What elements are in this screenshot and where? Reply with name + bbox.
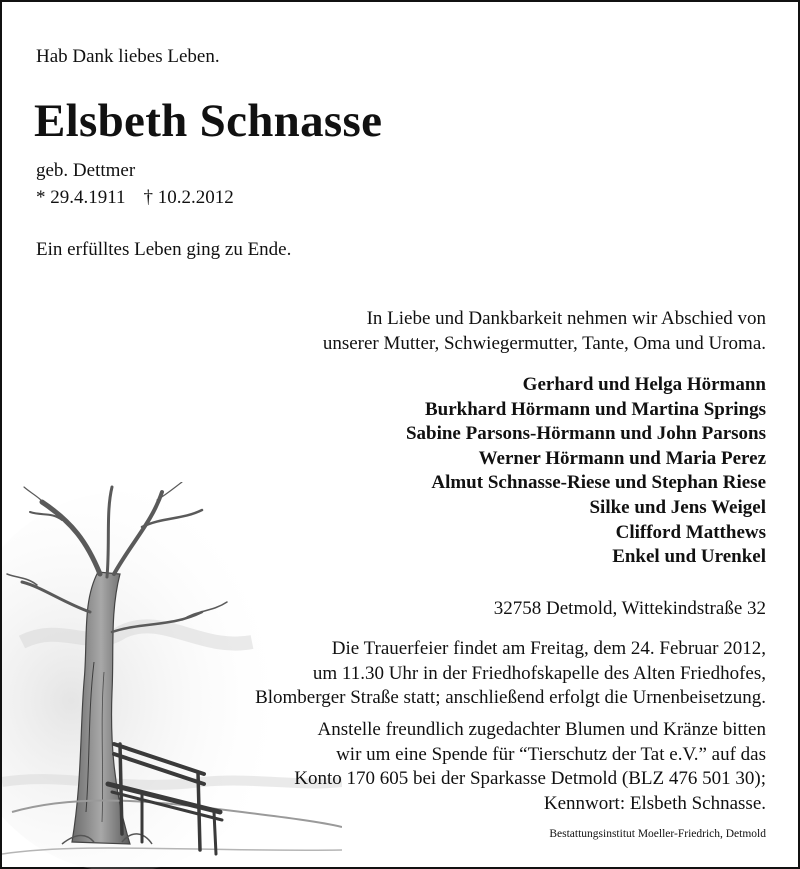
farewell-text — [323, 306, 766, 356]
family-address: 32758 Detmold, Wittekindstraße 32 — [493, 598, 766, 619]
donation-line: Anstelle freundlich zugedachter Blumen und Kränze bitten — [317, 719, 766, 740]
mourner-name: Almut Schnasse-Riese und Stephan Riese — [431, 472, 766, 494]
funeral-line: Die Trauerfeier findet am Freitag, dem 24. Februar 2012, — [331, 638, 766, 659]
mourner-name: Silke und Jens Weigel — [589, 496, 766, 518]
farewell-line: unserer Mutter, Schwiegermutter, Tante, Oma und Uroma. — [322, 333, 766, 354]
funeral-details — [255, 637, 766, 711]
mourner-name: Clifford Matthews — [615, 521, 766, 543]
farewell-line: In Liebe und Dankbarkeit nehmen wir Abschied von — [366, 308, 766, 329]
birth-date: * 29.4.1911 — [36, 187, 126, 208]
maiden-name: geb. Dettmer — [36, 160, 136, 181]
deceased-name: Elsbeth Schnasse — [34, 95, 383, 147]
donation-line: Kennwort: Elsbeth Schnasse. — [543, 792, 766, 814]
donation-request — [294, 718, 766, 816]
intro-line: Hab Dank liebes Leben. — [36, 46, 220, 67]
donation-line: Konto 170 605 bei der Sparkasse Detmold (BLZ 476 501 30); — [294, 768, 766, 789]
death-date: † 10.2.2012 — [143, 187, 234, 208]
funeral-line: Blomberger Straße statt; anschließend erfolgt die Urnenbeisetzung. — [255, 687, 766, 708]
funeral-line: um 11.30 Uhr in der Friedhofskapelle des Alten Friedhofes, — [312, 662, 766, 684]
mourner-name: Enkel und Urenkel — [612, 546, 766, 568]
funeral-home-credit: Bestattungsinstitut Moeller-Friedrich, Detmold — [549, 828, 766, 840]
mourner-name: Werner Hörmann und Maria Perez — [478, 447, 766, 469]
mourner-name: Sabine Parsons-Hörmann und John Parsons — [405, 423, 766, 445]
tagline: Ein erfülltes Leben ging zu Ende. — [36, 239, 292, 260]
mourner-name: Burkhard Hörmann und Martina Springs — [424, 398, 766, 420]
mourner-name: Gerhard und Helga Hörmann — [522, 374, 766, 395]
mourners-list — [406, 373, 766, 570]
life-dates — [36, 187, 234, 209]
donation-line: wir um eine Spende für “Tierschutz der Tat e.V.” auf das — [336, 743, 766, 765]
